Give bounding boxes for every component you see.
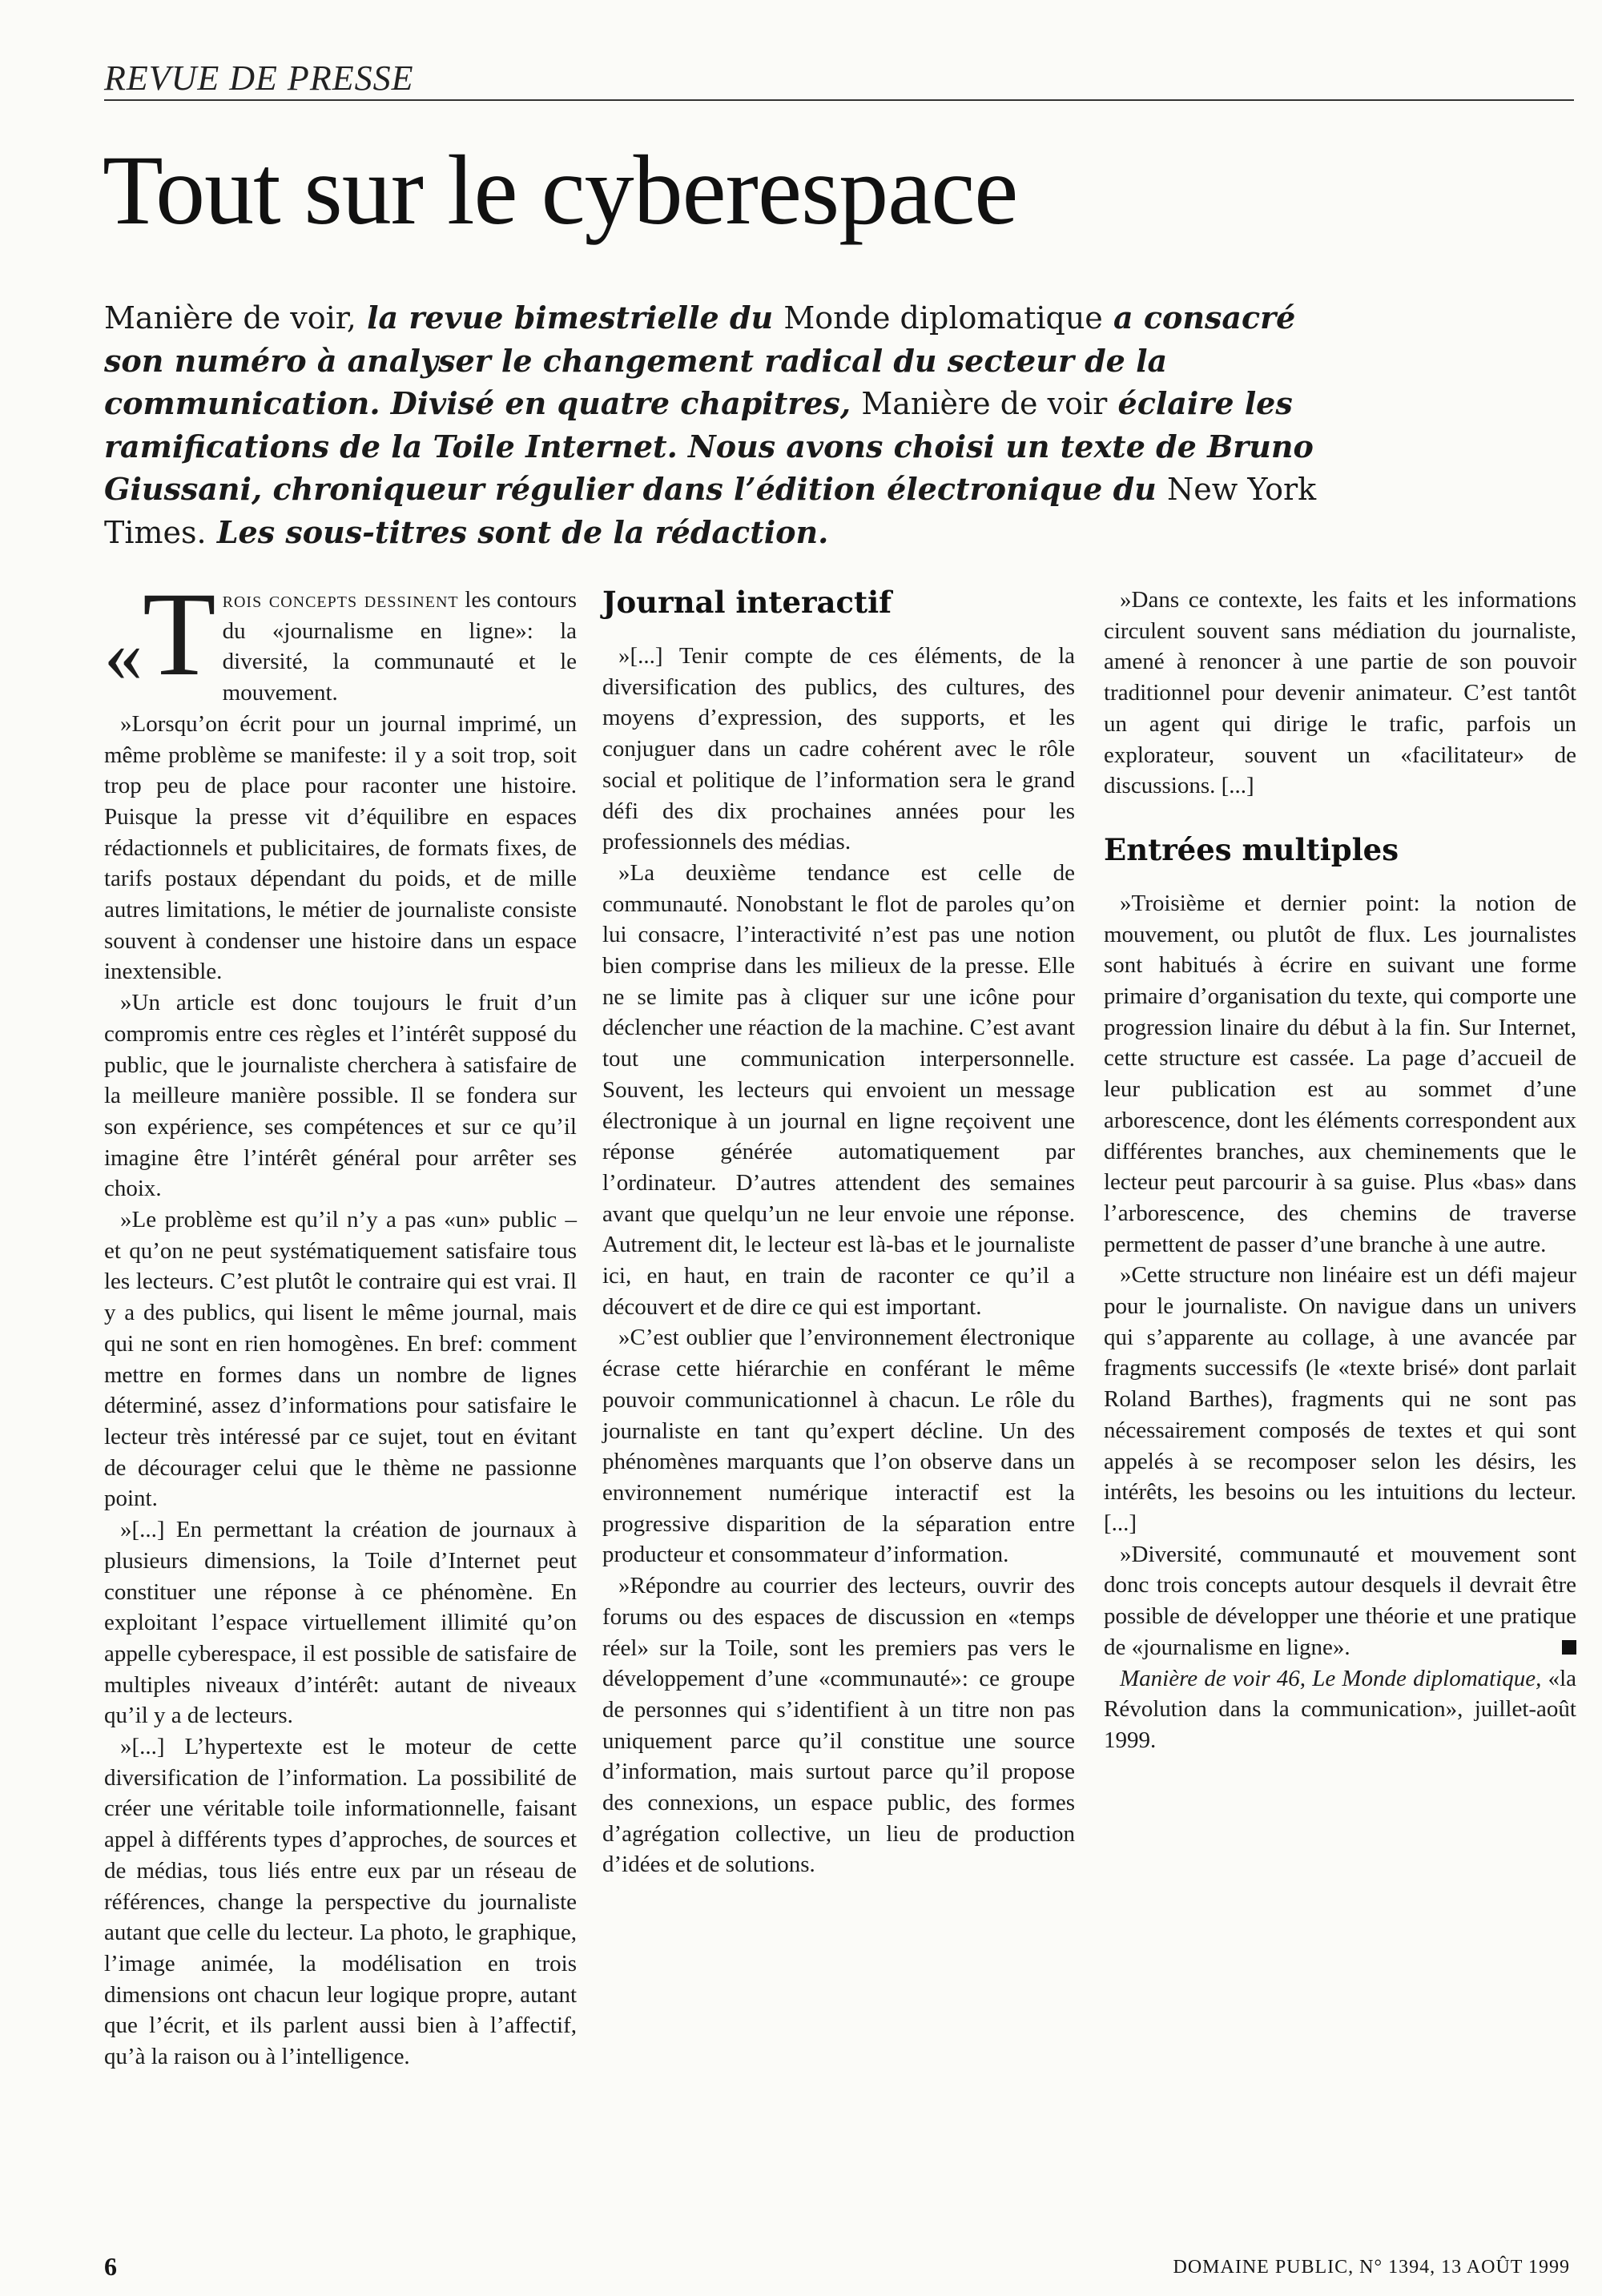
article-paragraph: »Répondre au courrier des lecteurs, ouvrir des forums ou des espaces de discussion en «temps réel» sur la Toile, sont les premiers pas vers le développement d’une «communauté»: ce groupe de personnes qui s’identifient à un titre non pas uniquement parce qu’il constitue une source d’information, mais surtout parce qu’il propose des connexions, un espace public, des formes d’agrégation collective, un lieu de production d’idées et de solutions. (602, 1573, 1075, 1878)
standfirst-part: New York Times. (104, 472, 1317, 550)
source-title: Manière de voir 46, Le Monde diplomatique, (1120, 1665, 1542, 1691)
standfirst-part: Manière de voir, (104, 300, 356, 336)
article-paragraph: »Dans ce contexte, les faits et les informations circulent souvent sans médiation du journaliste, amené à renoncer à une partie de son pouvoir traditionnel pour devenir animateur. C’est tantôt un agent qui dirige le trafic, parfois un explorateur, souvent un «facilitateur» de discussions. [...] (1104, 587, 1576, 799)
article-paragraph: »[...] En permettant la création de journaux à plusieurs dimensions, la Toile d’Internet peut constituer une réponse à ce phénomène. En exploitant l’espace virtuellement illimité qu’on appelle cyberespace, il est possible de satisfaire de multiples niveaux d’intérêt: autant de niveaux qu’il y a de lecteurs. (104, 1517, 577, 1729)
article-paragraph (1104, 1539, 1576, 1663)
standfirst-part: Les sous-titres sont de la rédaction. (206, 514, 829, 550)
paragraph-text: »Diversité, communauté et mouvement sont donc trois concepts autour desquels il devrait être possible de développer une théorie et une pratique de «journalisme en ligne». (1104, 1541, 1576, 1660)
source-citation (1104, 1663, 1576, 1756)
standfirst-part: Manière de voir (861, 386, 1108, 421)
end-of-article-mark (1562, 1640, 1576, 1655)
article-paragraph (104, 568, 577, 709)
article-paragraph: »[...] Tenir compte de ces éléments, de la diversification des publics, des cultures, des moyens d’expression, des supports, et les conjuguer dans un cadre cohérent avec le rôle social et politique de l’information sera le grand défi des dix prochaines années pour les professionnels des médias. (602, 643, 1075, 855)
article-paragraph: »[...] L’hypertexte est le moteur de cette diversification de l’information. La possibilité de créer une véritable toile informationnelle, faisant appel à différents types d’approches, de sources et de médias, tous liés entre eux par un réseau de références, change la perspective du journaliste autant que celle du lecteur. La photo, le graphique, l’image animée, la modélisation en trois dimensions ont chacun leur logique propre, autant que l’écrit, et ils parlent aussi bien à l’affectif, qu’à la raison ou à l’intelligence. (104, 1734, 577, 2070)
page-number: 6 (104, 2252, 117, 2281)
article-paragraph: »La deuxième tendance est celle de communauté. Nonobstant le flot de paroles qu’on lui consacre, l’interactivité n’est pas une notion bien comprise dans les milieux de la presse. Elle ne se limite pas à cliquer sur une icône pour déclencher une réaction de la machine. C’est avant tout une communication interpersonnelle. Souvent, les lecteurs qui envoient un message électronique à un journal en ligne reçoivent une réponse générée automatiquement par l’ordinateur. D’autres attendent des semaines avant que quelqu’un ne leur envoie une réponse. Autrement dit, le lecteur est là-bas et le journaliste ici, en haut, en train de raconter ce qu’il a découvert et de dire ce qui est important. (602, 859, 1075, 1320)
standfirst-part: éclaire les ramifications de la Toile Internet. Nous avons choisi un texte de Bruno Giussani, chroniqueur régulier dans l’édition électronique du (104, 385, 1314, 507)
section-rubric: REVUE DE PRESSE (104, 58, 414, 98)
lead-in: rois concepts dessinent (222, 587, 459, 613)
article-column-2 (602, 585, 1075, 1880)
article-paragraph: »Lorsqu’on écrit pour un journal imprimé, un même problème se manifeste: il y a soit trop, soit trop peu de place pour raconter une histoire. Puisque la presse vit d’équilibre en espaces rédactionnels et publicitaires, de formats fixes, de tarifs postaux dépendant du poids, et de mille autres limitations, le métier de journaliste consiste souvent à condenser une histoire dans un espace inextensible. (104, 710, 577, 985)
drop-cap-group (104, 568, 216, 701)
article-paragraph: »Troisième et dernier point: la notion de mouvement, ou plutôt de flux. Les journalistes sont habitués à écrire en suivant une forme primaire d’organisation du texte, qui comporte une progression linaire du début à la fin. Sur Internet, cette structure est cassée. La page d’accueil de leur publication est au sommet d’une arborescence, dont les éléments correspondent aux différentes branches, aux cheminements que le lecteur peut parcourir à sa guise. Plus «bas» dans l’arborescence, des chemins de traverse permettent de passer d’une branche à une autre. (1104, 890, 1576, 1257)
subheading-journal-interactif: Journal interactif (602, 585, 892, 620)
article-standfirst (104, 296, 1354, 554)
article-paragraph: »Le problème est qu’il n’y a pas «un» public – et qu’on ne peut systématiquement satisfaire tous les lecteurs. C’est plutôt le contraire qui est vrai. Il y a des publics, qui lisent le même journal, mais qui ne sont en rien homogènes. En bref: comment mettre en formes dans un nombre de lignes déterminé, assez d’informations pour satisfaire le lecteur très intéressé par ce sujet, tout en évitant de décourager celui que le thème ne passionne point. (104, 1207, 577, 1512)
paragraph-text: les contours du «journalisme en ligne»: la diversité, la communauté et le mouvement. (222, 587, 577, 706)
publication-footer: DOMAINE PUBLIC, N° 1394, 13 AOÛT 1999 (1173, 2257, 1570, 2278)
opening-quote: « (104, 612, 143, 698)
subheading-entrees-multiples: Entrées multiples (1104, 831, 1399, 867)
drop-cap: T (143, 568, 216, 701)
article-paragraph: »Un article est donc toujours le fruit d’un compromis entre ces règles et l’intérêt supposé du public, que le journaliste cherchera à satisfaire de la meilleure manière possible. Il se fondera sur son expérience, ses compétences et sur ce qu’il imagine être l’intérêt général pour arrêter ses choix. (104, 990, 577, 1202)
source-detail: «la Révolution dans la communication», juillet-août 1999. (1104, 1665, 1576, 1753)
standfirst-part: la revue bimestrielle du (356, 300, 784, 336)
article-paragraph: »C’est oublier que l’environnement électronique écrase cette hiérarchie en conférant le même pouvoir communicationnel à chacun. Le rôle du journaliste en tant qu’expert décline. Un des phénomènes marquants que l’on observe dans un environnement numérique interactif est la progressive disparition de la séparation entre producteur et consommateur d’information. (602, 1325, 1075, 1568)
article-column-3 (1104, 585, 1576, 1756)
standfirst-part: a consacré son numéro à analyser le changement radical du secteur de la communication. Divisé en quatre chapitres, (104, 300, 1296, 421)
article-title: Tout sur le cyberespace (103, 135, 1018, 245)
article-paragraph: »Cette structure non linéaire est un défi majeur pour le journaliste. On navigue dans un univers qui s’apparente au collage, à une avancée par fragments successifs (le «texte brisé» dont parlait Roland Barthes), fragments qui ne sont pas nécessairement composés de textes et qui sont appelés à se recomposer selon les désirs, les intérêts, les besoins ou les intuitions du lecteur. [...] (1104, 1262, 1576, 1536)
header-rule (104, 99, 1574, 101)
standfirst-part: Monde diplomatique (783, 300, 1103, 336)
article-column-1 (104, 568, 577, 2073)
